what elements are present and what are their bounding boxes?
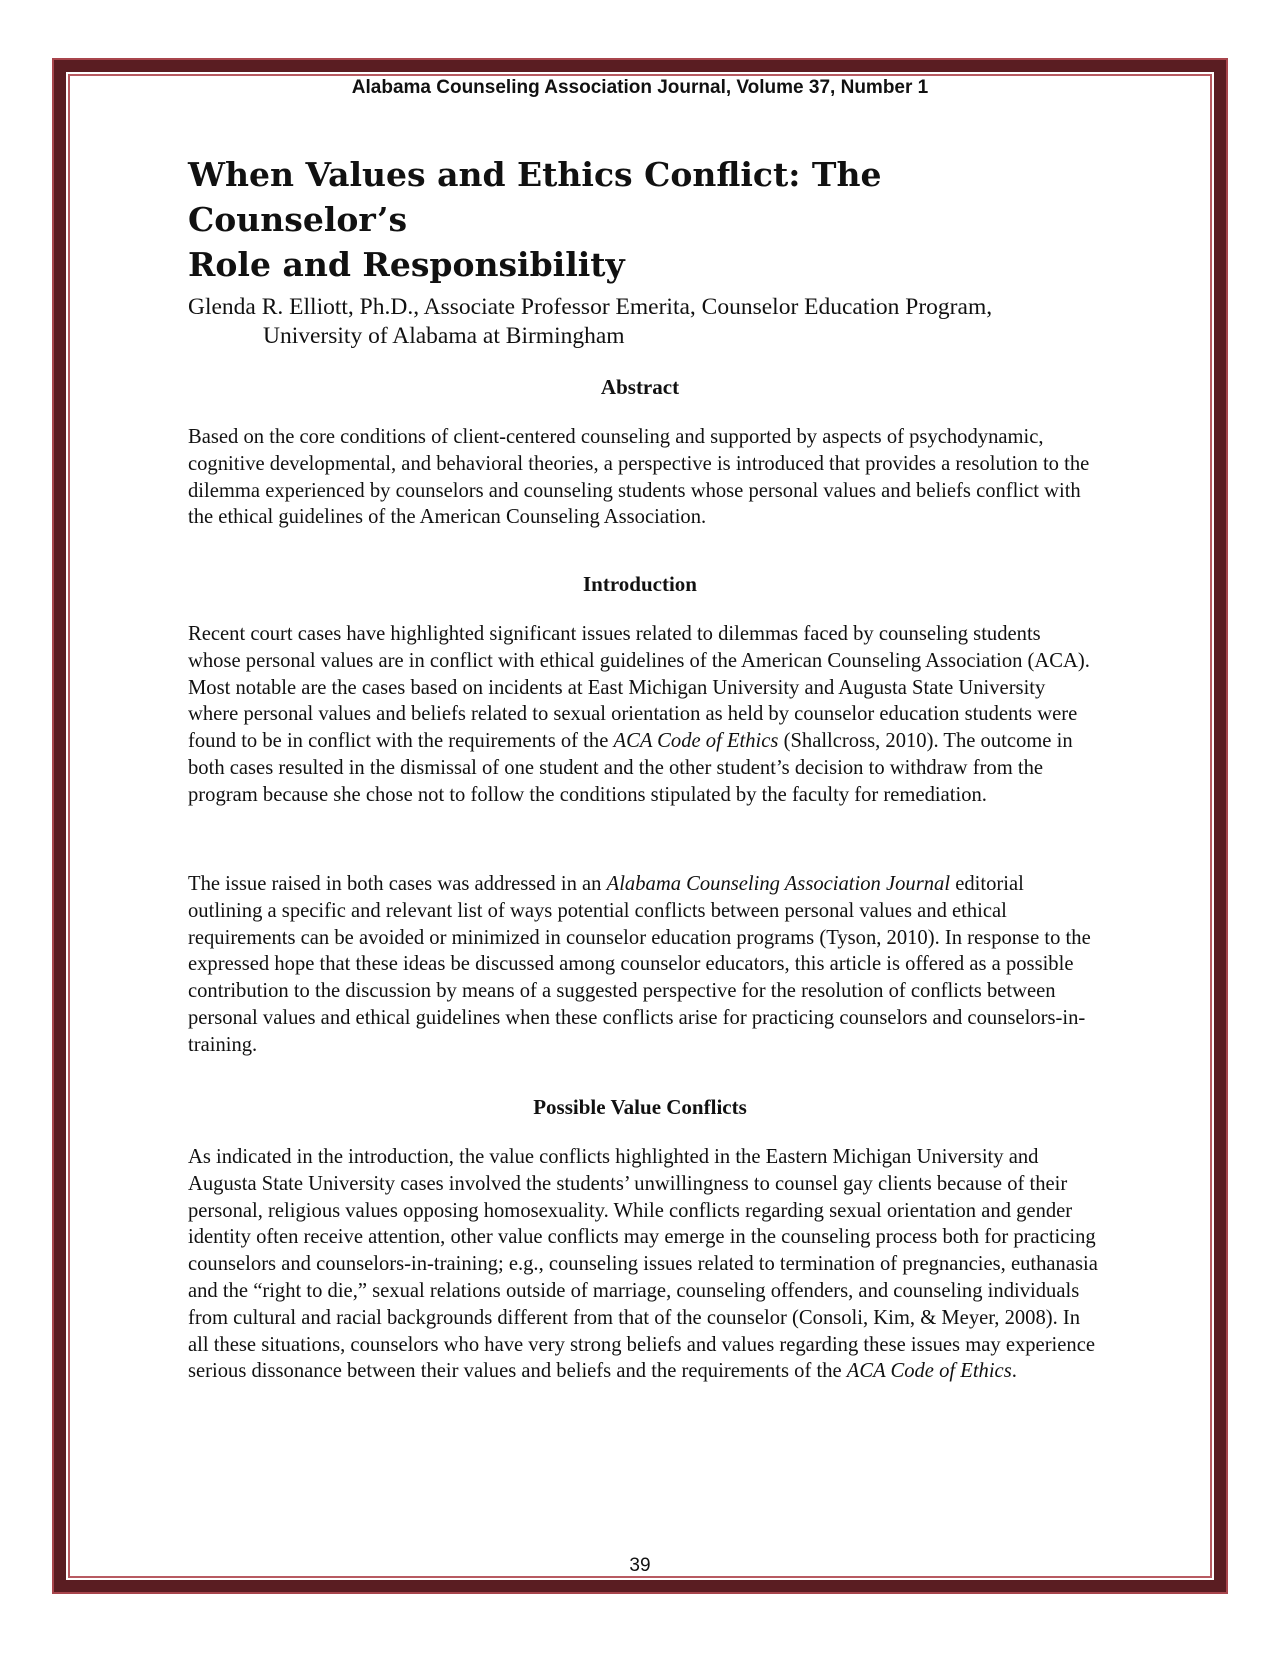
intro-p2-text-b: editorial outlining a specific and relevant list of ways potential conflicts between personal values and ethical requirements can be avoided or minimized in counselor education programs (Tyson, 2010). In response to the expressed hope that these ideas be discussed among counselor educators, this article is offered as a possible contribution to the discussion by means of a suggested perspective for the resolution of conflicts between personal values and ethical guidelines when these conflicts arise for practicing counselors and counselors-in-training.	[188, 873, 1091, 1056]
author-affiliation	[188, 293, 1108, 351]
intro-p2-text-a: The issue raised in both cases was addressed in an	[188, 873, 607, 895]
article-title	[188, 152, 1088, 287]
vc-p1-text-a: As indicated in the introduction, the value conflicts highlighted in the Eastern Michigan University and Augusta State University cases involved the students’ unwillingness to counsel gay clients because of their personal, religious values opposing homosexuality. While conflicts regarding sexual orientation and gender identity often receive attention, other value conflicts may emerge in the counseling process both for practicing counselors and counselors-in-training; e.g., counseling issues related to termination of pregnancies, euthanasia and the “right to die,” sexual relations outside of marriage, counseling offenders, and counseling individuals from cultural and racial backgrounds different from that of the counselor (Consoli, Kim, & Meyer, 2008). In all these situations, counselors who have very strong beliefs and values regarding these issues may experience serious dissonance between their values and beliefs and the requirements of the	[188, 1146, 1098, 1383]
introduction-heading: Introduction	[583, 572, 697, 596]
value-conflicts-heading: Possible Value Conflicts	[533, 1095, 747, 1119]
intro-p1-text-b: (Shallcross, 2010). The outcome in both cases resulted in the dismissal of one student and the other student’s decision to withdraw from the program because she chose not to follow the conditions stipulated by the faculty for remediation.	[188, 730, 1073, 806]
intro-p2-italic: Alabama Counseling Association Journal	[606, 873, 951, 895]
intro-p1-italic: ACA Code of Ethics	[613, 730, 779, 753]
value-conflicts-paragraph-1	[188, 1144, 1098, 1385]
article-title-line1: When Values and Ethics Conflict: The Counselor’s	[188, 155, 882, 239]
vc-p1-italic: ACA Code of Ethics	[846, 1360, 1012, 1383]
article-title-line2: Role and Responsibility	[188, 245, 625, 284]
intro-p1-text-a: Recent court cases have highlighted significant issues related to dilemmas faced by counseling students whose personal values are in conflict with ethical guidelines of the American Counseling Association (ACA). Most notable are the cases based on incidents at East Michigan University and Augusta State University where personal values and beliefs related to sexual orientation as held by counselor education students were found to be in conflict with the requirements of the	[188, 623, 1090, 753]
introduction-paragraph-1	[188, 621, 1098, 809]
abstract-text: Based on the core conditions of client-centered counseling and supported by aspects of psychodynamic, cognitive developmental, and behavioral theories, a perspective is introduced that provides a resolution to the dilemma experienced by counselors and counseling students whose personal values and beliefs conflict with the ethical guidelines of the American Counseling Association.	[188, 426, 1090, 529]
vc-p1-text-b: .	[1011, 1360, 1017, 1383]
abstract-heading: Abstract	[600, 375, 680, 399]
author-line2: University of Alabama at Birmingham	[263, 323, 625, 349]
journal-running-header: Alabama Counseling Association Journal, Volume 37, Number 1	[351, 77, 929, 98]
page-number: 39	[629, 1555, 651, 1576]
introduction-paragraph-2	[188, 871, 1098, 1059]
author-line1: Glenda R. Elliott, Ph.D., Associate Professor Emerita, Counselor Education Program,	[188, 294, 993, 320]
